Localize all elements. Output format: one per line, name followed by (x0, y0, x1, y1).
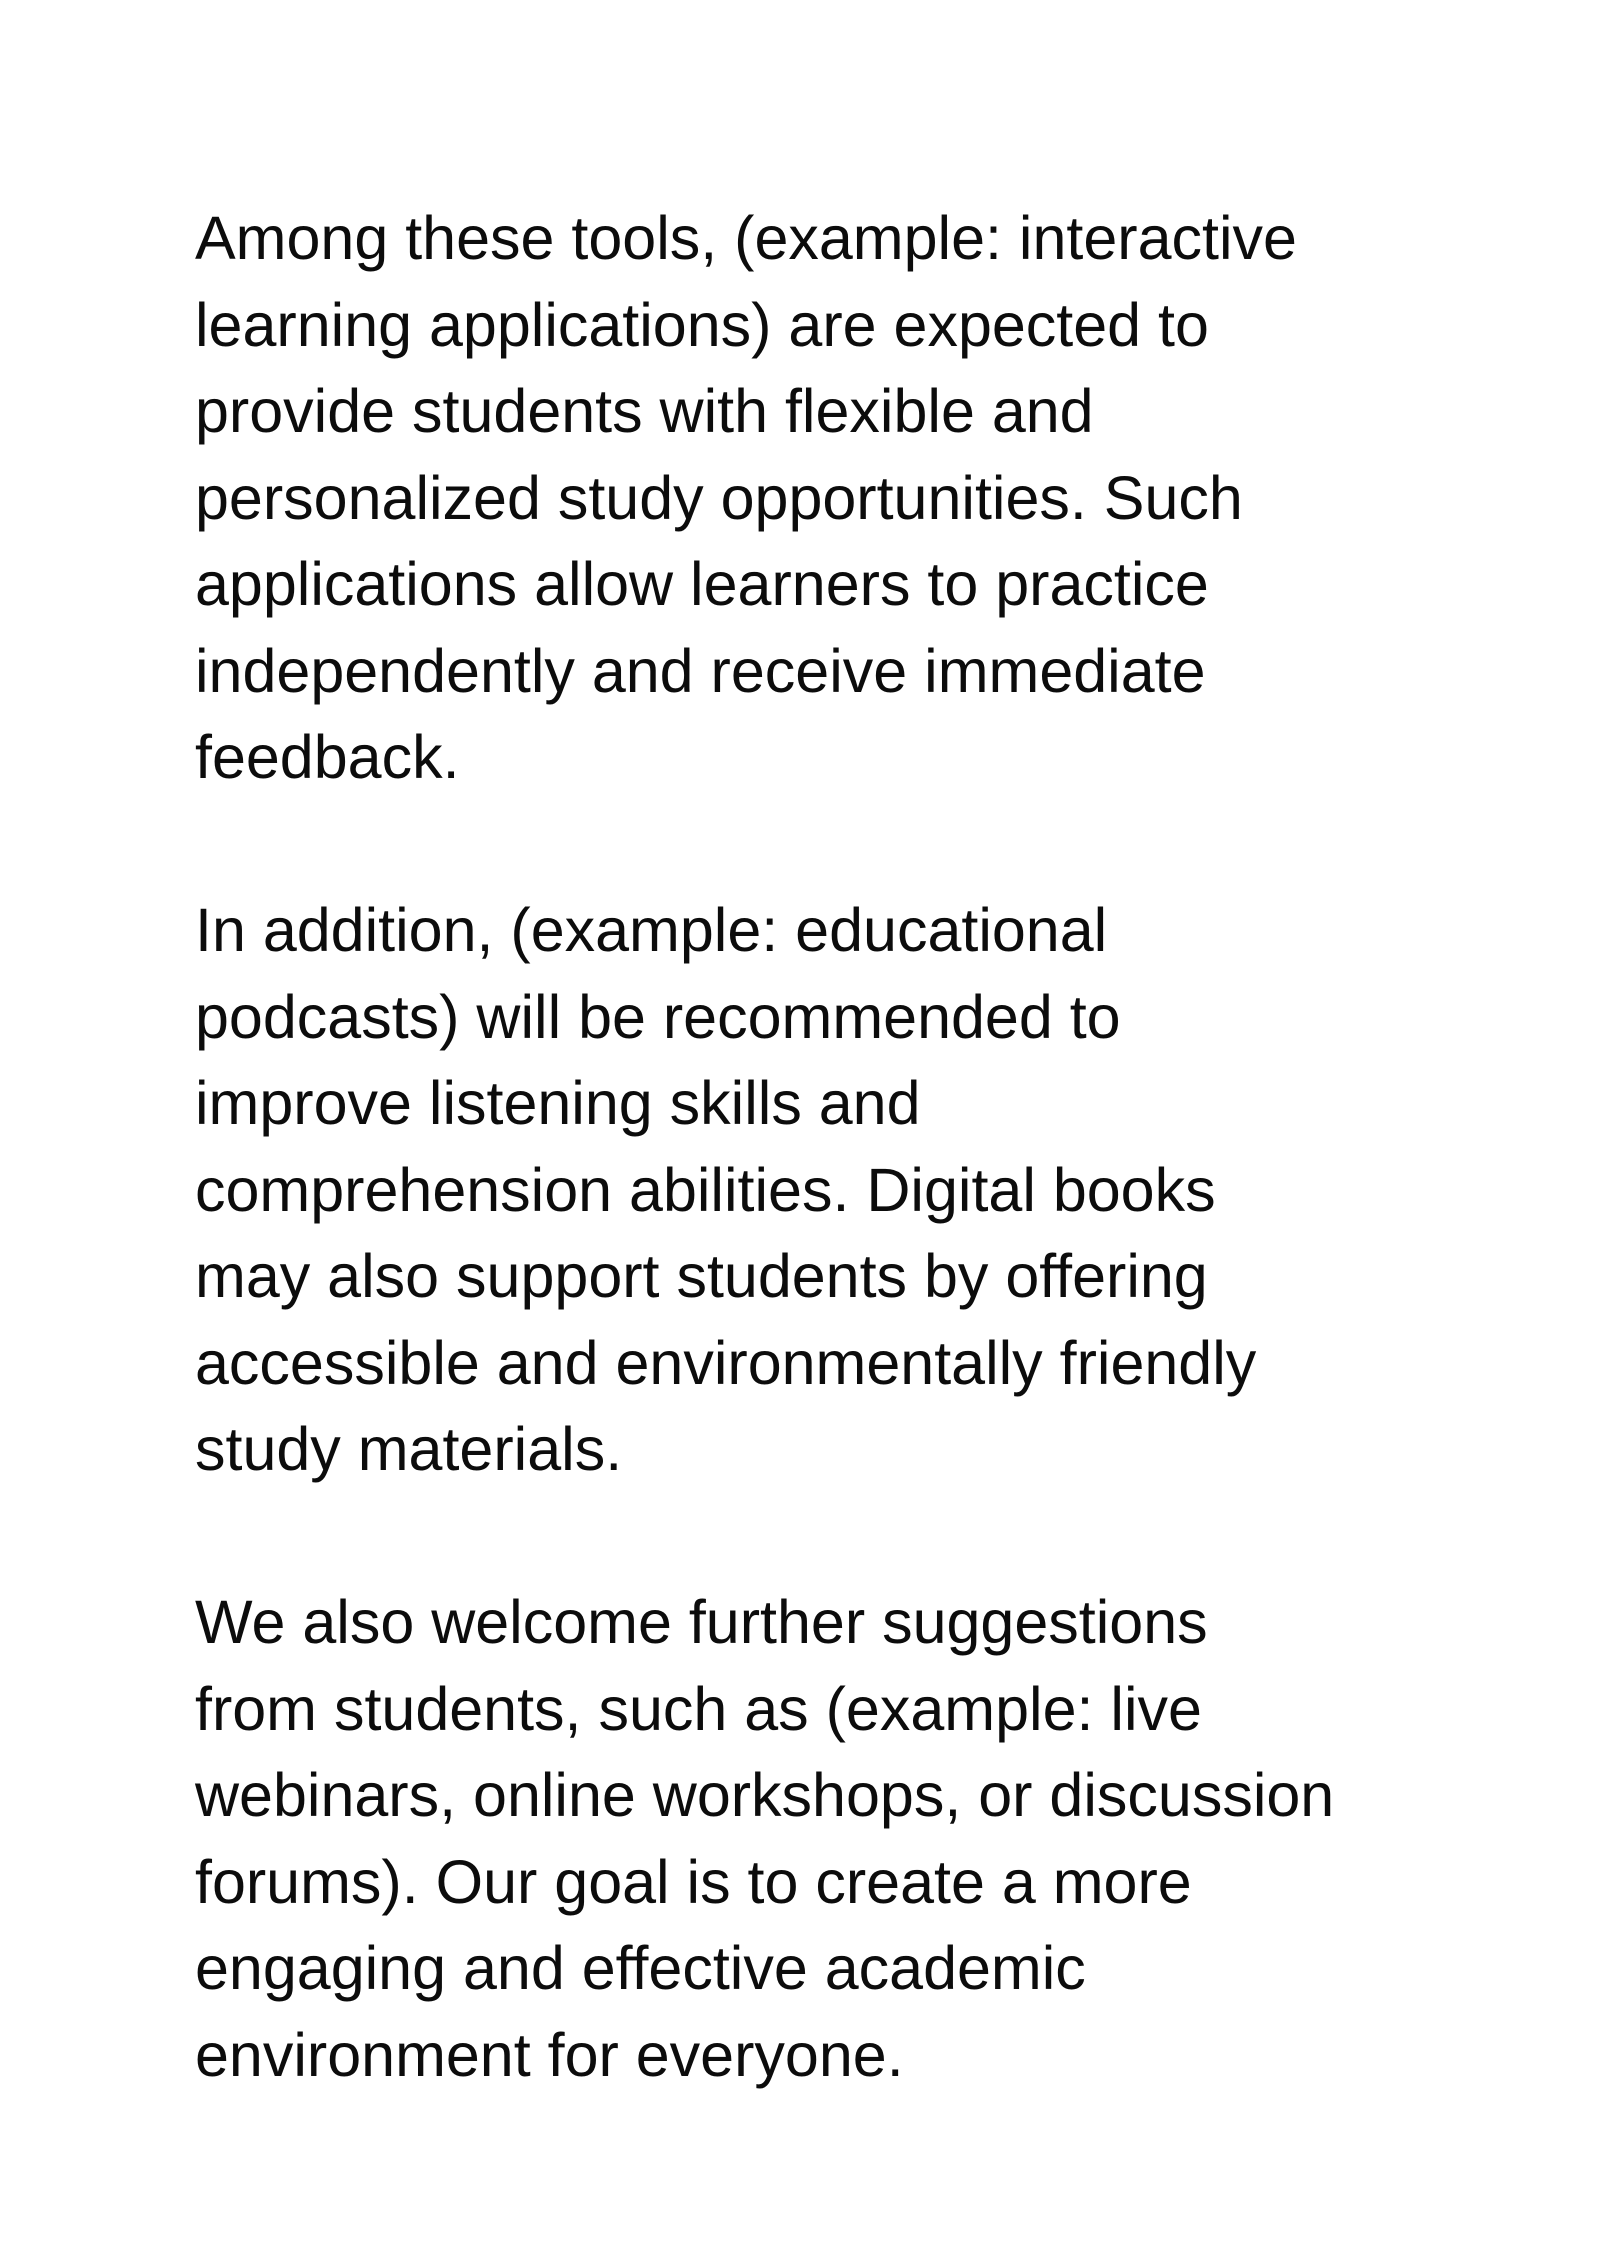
text-line: webinars, online workshops, or discussion (195, 1761, 1335, 1829)
text-line: environment for everyone. (195, 2020, 904, 2089)
text-line: improve listening skills and (195, 1069, 921, 1137)
text-line: podcasts) will be recommended to (195, 982, 1121, 1051)
text-line: personalized study opportunities. Such (195, 463, 1243, 532)
text-line: learning applications) are expected to (195, 290, 1209, 359)
text-line: independently and receive immediate (195, 636, 1206, 705)
paragraph-suggestions (195, 1579, 1455, 2098)
text-line: In addition, (example: educational (195, 896, 1108, 964)
text-line: Among these tools, (example: interactive (195, 204, 1297, 272)
text-line: may also support students by offering (195, 1242, 1208, 1310)
text-line: accessible and environmentally friendly (195, 1328, 1257, 1397)
text-line: comprehension abilities. Digital books (195, 1155, 1216, 1224)
text-line: engaging and effective academic (195, 1934, 1086, 2002)
paragraph-digital-tools (195, 195, 1455, 801)
text-line: from students, such as (example: live (195, 1674, 1202, 1743)
document-page (195, 195, 1455, 2185)
text-line: applications allow learners to practice (195, 550, 1209, 618)
text-line: forums). Our goal is to create a more (195, 1847, 1192, 1916)
paragraph-podcasts (195, 887, 1455, 1493)
text-line: feedback. (195, 723, 460, 791)
text-line: provide students with flexible and (195, 377, 1094, 445)
text-line: We also welcome further suggestions (195, 1588, 1208, 1656)
text-line: study materials. (195, 1415, 623, 1483)
